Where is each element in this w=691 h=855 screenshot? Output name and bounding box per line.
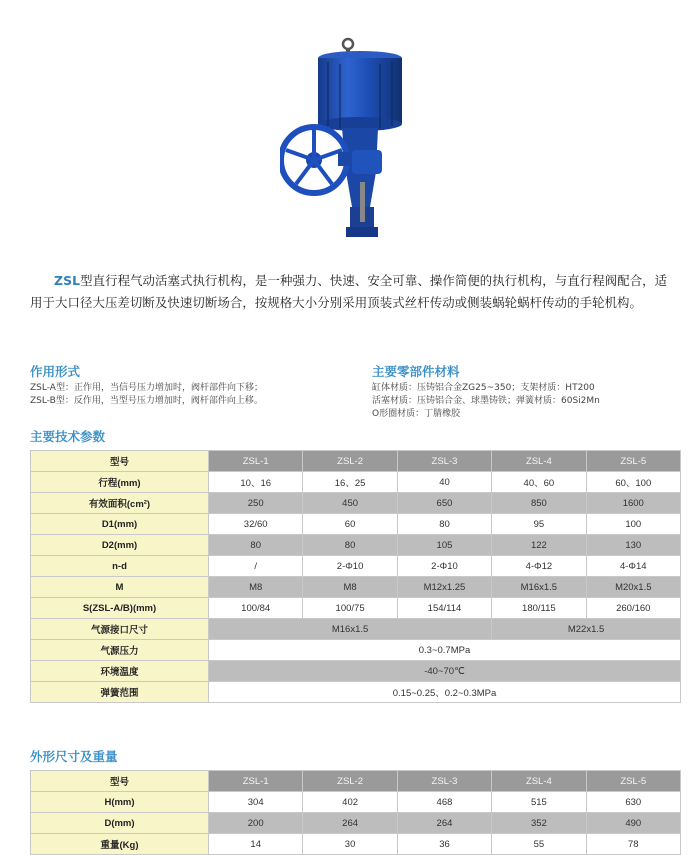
cell: 60、100 bbox=[586, 472, 680, 493]
cell: M12x1.25 bbox=[397, 577, 491, 598]
cell: M8 bbox=[303, 577, 397, 598]
cell: 250 bbox=[209, 493, 303, 514]
cell: 80 bbox=[397, 514, 491, 535]
cell: 100/75 bbox=[303, 598, 397, 619]
table-row bbox=[31, 472, 681, 493]
cell: ZSL-4 bbox=[492, 771, 586, 792]
action-line: ZSL-A型：正作用，当信号压力增加时，阀杆部件向下移； bbox=[30, 383, 263, 393]
cell: 60 bbox=[303, 514, 397, 535]
cell: 352 bbox=[492, 813, 586, 834]
cell: 122 bbox=[492, 535, 586, 556]
cell: 490 bbox=[586, 813, 680, 834]
cell: 0.15~0.25、0.2~0.3MPa bbox=[209, 682, 681, 703]
cell: M8 bbox=[209, 577, 303, 598]
cell: 260/160 bbox=[586, 598, 680, 619]
intro-text: 型直行程气动活塞式执行机构，是一种强力、快速、安全可靠、操作简便的执行机构，与直行程阀配合，适用于大口径大压差切断及快速切断场合，按规格大小分别采用顶装式丝杆传动或侧装蜗轮蜗杆传动的手轮机构。 bbox=[30, 273, 668, 310]
table-row bbox=[31, 619, 681, 640]
row-label: 重量(Kg) bbox=[31, 834, 209, 855]
action-line: ZSL-B型：反作用，当型号压力增加时，阀杆部件向上移。 bbox=[30, 396, 263, 406]
action-description bbox=[30, 382, 263, 408]
model-name: ZSL bbox=[54, 273, 81, 288]
cell: 16、25 bbox=[303, 472, 397, 493]
action-title: 作用形式 bbox=[30, 364, 81, 379]
cell: 14 bbox=[209, 834, 303, 855]
cell: M22x1.5 bbox=[492, 619, 681, 640]
cell: 105 bbox=[397, 535, 491, 556]
dims-title: 外形尺寸及重量 bbox=[30, 749, 118, 764]
row-label: 环境温度 bbox=[31, 661, 209, 682]
cell: 0.3~0.7MPa bbox=[209, 640, 681, 661]
cell: 100/84 bbox=[209, 598, 303, 619]
intro-paragraph bbox=[30, 270, 670, 314]
row-label: 弹簧范围 bbox=[31, 682, 209, 703]
table-row bbox=[31, 792, 681, 813]
cell: 80 bbox=[209, 535, 303, 556]
table-row bbox=[31, 813, 681, 834]
table-row bbox=[31, 682, 681, 703]
cell: ZSL-4 bbox=[492, 451, 586, 472]
table-row bbox=[31, 661, 681, 682]
cell: 32/60 bbox=[209, 514, 303, 535]
cell: 100 bbox=[586, 514, 680, 535]
table-row bbox=[31, 451, 681, 472]
cell: 450 bbox=[303, 493, 397, 514]
dims-table bbox=[30, 770, 681, 855]
cell: 264 bbox=[397, 813, 491, 834]
cell: ZSL-5 bbox=[586, 451, 680, 472]
cell: 515 bbox=[492, 792, 586, 813]
cell: 264 bbox=[303, 813, 397, 834]
cell: 304 bbox=[209, 792, 303, 813]
cell: 2-Φ10 bbox=[397, 556, 491, 577]
cell: 180/115 bbox=[492, 598, 586, 619]
table-row bbox=[31, 598, 681, 619]
cell: ZSL-2 bbox=[303, 451, 397, 472]
cell: M16x1.5 bbox=[492, 577, 586, 598]
cell: 40、60 bbox=[492, 472, 586, 493]
table-row bbox=[31, 493, 681, 514]
cell: 200 bbox=[209, 813, 303, 834]
cell: ZSL-1 bbox=[209, 451, 303, 472]
cell: M16x1.5 bbox=[209, 619, 492, 640]
cell: 78 bbox=[586, 834, 680, 855]
table-row bbox=[31, 514, 681, 535]
row-label: H(mm) bbox=[31, 792, 209, 813]
cell: 1600 bbox=[586, 493, 680, 514]
row-label: 气源压力 bbox=[31, 640, 209, 661]
cell: 630 bbox=[586, 792, 680, 813]
cell: 154/114 bbox=[397, 598, 491, 619]
row-label: n-d bbox=[31, 556, 209, 577]
cell: 468 bbox=[397, 792, 491, 813]
table-row bbox=[31, 535, 681, 556]
table-row bbox=[31, 771, 681, 792]
cell: 4-Φ12 bbox=[492, 556, 586, 577]
cell: 80 bbox=[303, 535, 397, 556]
row-label: M bbox=[31, 577, 209, 598]
row-label: 型号 bbox=[31, 451, 209, 472]
table-row bbox=[31, 640, 681, 661]
cell: ZSL-5 bbox=[586, 771, 680, 792]
table-row bbox=[31, 834, 681, 855]
cell: ZSL-3 bbox=[397, 771, 491, 792]
tech-table bbox=[30, 450, 681, 703]
row-label: 有效面积(cm²) bbox=[31, 493, 209, 514]
materials-line: O形圈材质：丁腈橡胶 bbox=[372, 409, 461, 419]
materials-description bbox=[372, 382, 600, 421]
cell: 4-Φ14 bbox=[586, 556, 680, 577]
cell: 2-Φ10 bbox=[303, 556, 397, 577]
cell: 36 bbox=[397, 834, 491, 855]
row-label: D2(mm) bbox=[31, 535, 209, 556]
cell: 55 bbox=[492, 834, 586, 855]
table-row bbox=[31, 556, 681, 577]
cell: 402 bbox=[303, 792, 397, 813]
tech-title: 主要技术参数 bbox=[30, 429, 106, 444]
cell: ZSL-3 bbox=[397, 451, 491, 472]
cell: 10、16 bbox=[209, 472, 303, 493]
cell: ZSL-1 bbox=[209, 771, 303, 792]
row-label: 型号 bbox=[31, 771, 209, 792]
materials-line: 活塞材质：压铸铝合金、球墨铸铁；弹簧材质：60Si2Mn bbox=[372, 396, 600, 406]
cell: 130 bbox=[586, 535, 680, 556]
cell: -40~70℃ bbox=[209, 661, 681, 682]
cell: 30 bbox=[303, 834, 397, 855]
materials-line: 缸体材质：压铸铝合金ZG25~350；支架材质：HT200 bbox=[372, 383, 595, 393]
row-label: 行程(mm) bbox=[31, 472, 209, 493]
cell: 650 bbox=[397, 493, 491, 514]
cell: / bbox=[209, 556, 303, 577]
cell: ZSL-2 bbox=[303, 771, 397, 792]
row-label: D1(mm) bbox=[31, 514, 209, 535]
table-row bbox=[31, 577, 681, 598]
row-label: 气源接口尺寸 bbox=[31, 619, 209, 640]
row-label: D(mm) bbox=[31, 813, 209, 834]
cell: 850 bbox=[492, 493, 586, 514]
materials-title: 主要零部件材料 bbox=[372, 364, 460, 379]
actuator-image bbox=[280, 32, 420, 247]
cell: 40 bbox=[397, 472, 491, 493]
row-label: S(ZSL-A/B)(mm) bbox=[31, 598, 209, 619]
cell: 95 bbox=[492, 514, 586, 535]
cell: M20x1.5 bbox=[586, 577, 680, 598]
